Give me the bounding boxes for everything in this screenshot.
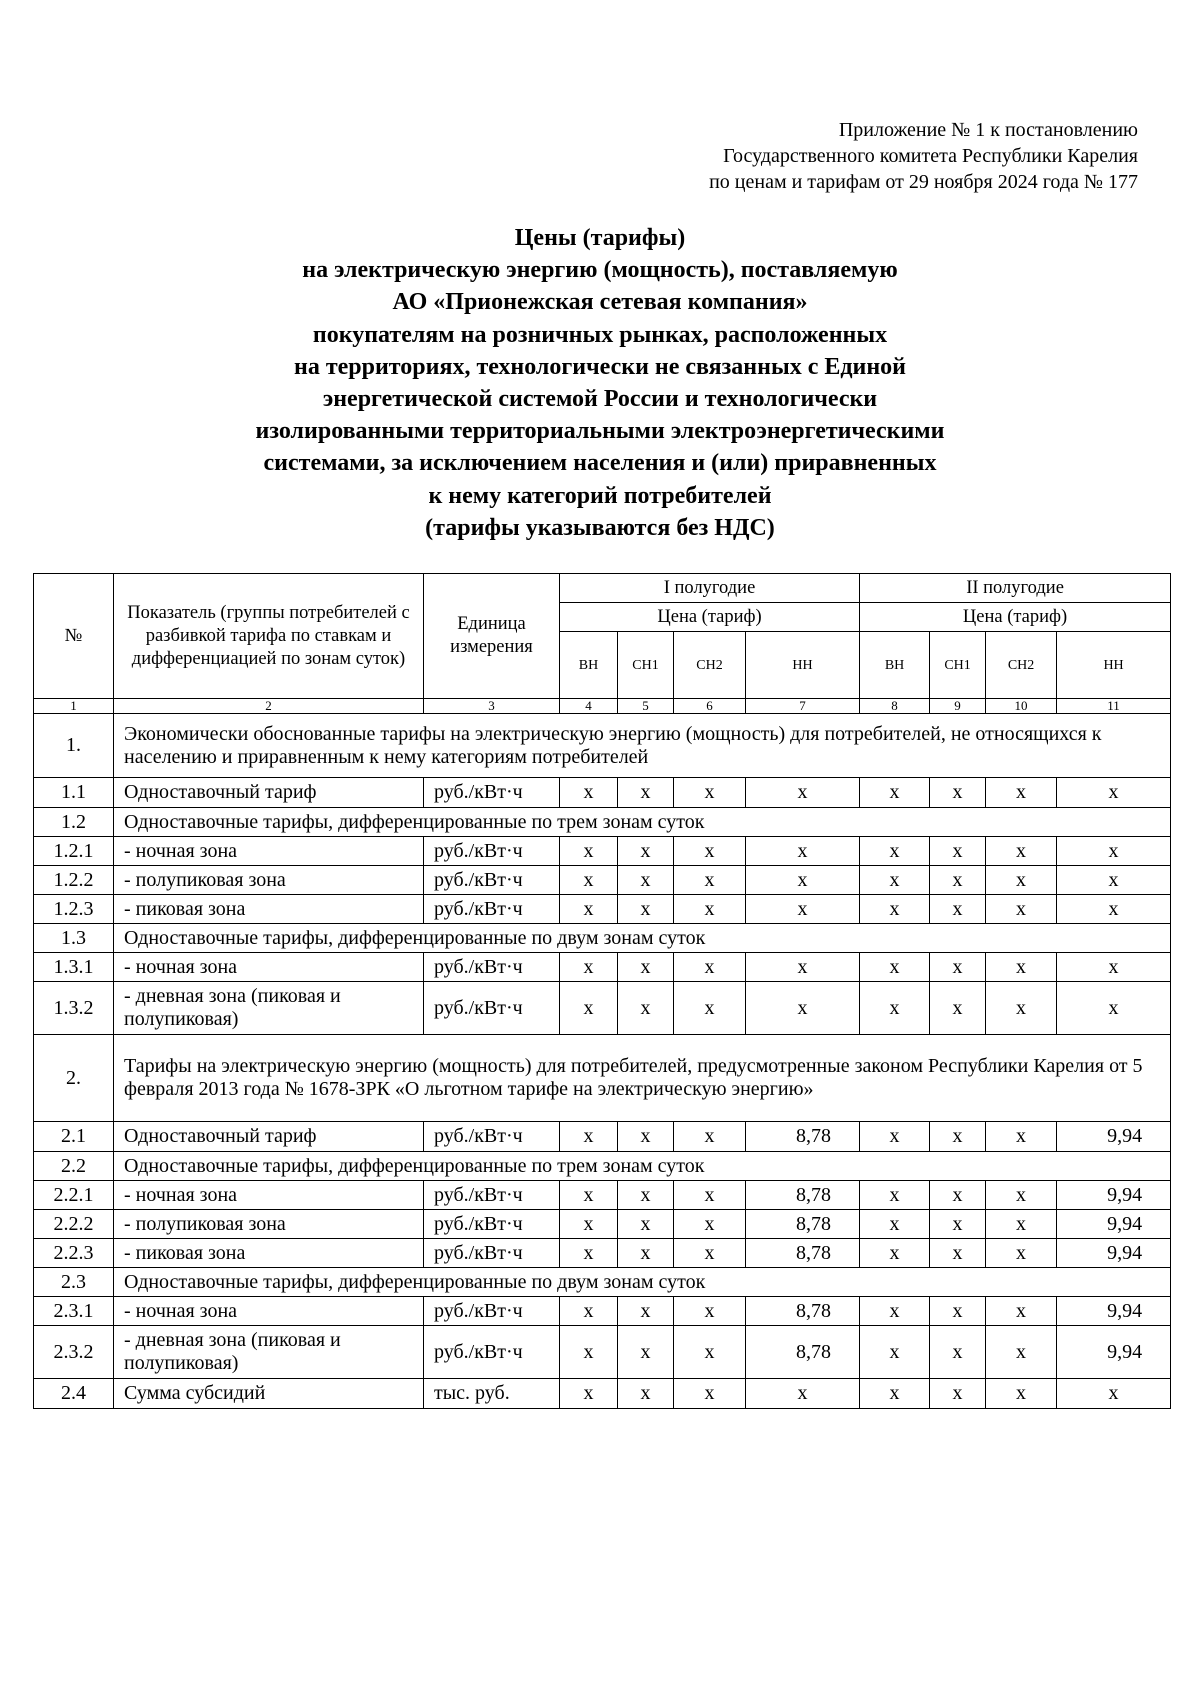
price-cell: х (1057, 778, 1171, 808)
price-cell: х (930, 1297, 986, 1326)
price-cell: х (674, 982, 746, 1035)
column-number: 2 (114, 699, 424, 714)
price-cell: х (986, 1181, 1057, 1210)
price-cell: х (860, 837, 930, 866)
subgroup-title: Одноставочные тарифы, дифференцированные по трем зонам суток (114, 808, 1171, 837)
price-cell: 9,94 (1057, 1122, 1171, 1152)
price-cell: х (860, 1239, 930, 1268)
price-cell: х (1057, 837, 1171, 866)
indicator-name: - дневная зона (пиковая и полупиковая) (114, 982, 424, 1035)
price-cell: х (860, 982, 930, 1035)
price-cell: х (986, 866, 1057, 895)
price-cell: х (930, 982, 986, 1035)
column-number: 3 (424, 699, 560, 714)
header-level: СН1 (930, 632, 986, 699)
price-cell: х (674, 1326, 746, 1379)
price-cell: х (618, 953, 674, 982)
price-cell: х (860, 1210, 930, 1239)
price-cell: х (560, 1239, 618, 1268)
column-number-row (34, 699, 1171, 714)
price-cell: х (674, 1181, 746, 1210)
row-number: 2.3 (34, 1268, 114, 1297)
subgroup-row (34, 924, 1171, 953)
indicator-name: - ночная зона (114, 1297, 424, 1326)
price-cell: х (618, 778, 674, 808)
price-cell: х (674, 866, 746, 895)
price-cell: х (986, 1326, 1057, 1379)
price-cell: х (860, 1326, 930, 1379)
price-cell: 8,78 (746, 1239, 860, 1268)
price-cell: х (674, 953, 746, 982)
price-cell: х (986, 837, 1057, 866)
price-cell: х (930, 953, 986, 982)
indicator-name: - пиковая зона (114, 1239, 424, 1268)
price-cell: х (560, 982, 618, 1035)
price-cell: х (674, 778, 746, 808)
price-cell: х (986, 1297, 1057, 1326)
indicator-name: - полупиковая зона (114, 866, 424, 895)
subgroup-title: Одноставочные тарифы, дифференцированные по двум зонам суток (114, 924, 1171, 953)
price-cell: х (860, 1297, 930, 1326)
table-row (34, 982, 1171, 1035)
price-cell: х (986, 1239, 1057, 1268)
subgroup-title: Одноставочные тарифы, дифференцированные по двум зонам суток (114, 1268, 1171, 1297)
price-cell: х (618, 895, 674, 924)
header-level: НН (1057, 632, 1171, 699)
unit-cell: руб./кВт·ч (424, 953, 560, 982)
row-number: 2.1 (34, 1122, 114, 1152)
unit-cell: тыс. руб. (424, 1379, 560, 1409)
indicator-name: Одноставочный тариф (114, 778, 424, 808)
table-row (34, 1297, 1171, 1326)
header-indicator: Показатель (группы потребителей с разбивкой тарифа по ставкам и дифференциацией по зонам суток) (114, 574, 424, 699)
row-number: 1.2.2 (34, 866, 114, 895)
price-cell: х (674, 1210, 746, 1239)
row-number: 2.3.1 (34, 1297, 114, 1326)
table-row (34, 1239, 1171, 1268)
price-cell: х (860, 1181, 930, 1210)
header-level: СН2 (986, 632, 1057, 699)
column-number: 8 (860, 699, 930, 714)
price-cell: х (930, 1379, 986, 1409)
section-number: 2. (34, 1035, 114, 1122)
price-cell: х (860, 1379, 930, 1409)
table-row (34, 778, 1171, 808)
title-line: системами, за исключением населения и (или) приравненных (263, 450, 937, 477)
header-price-2: Цена (тариф) (860, 603, 1171, 632)
price-cell: х (560, 1181, 618, 1210)
price-cell: х (986, 1210, 1057, 1239)
title-line: Цены (тарифы) (514, 225, 686, 251)
section-row (34, 714, 1171, 778)
price-cell: 8,78 (746, 1122, 860, 1152)
price-cell: х (618, 837, 674, 866)
row-number: 1.2.1 (34, 837, 114, 866)
price-cell: х (618, 1379, 674, 1409)
header-level: НН (746, 632, 860, 699)
price-cell: х (746, 982, 860, 1035)
header-level: ВН (560, 632, 618, 699)
header-level: СН1 (618, 632, 674, 699)
row-number: 1.2 (34, 808, 114, 837)
unit-cell: руб./кВт·ч (424, 837, 560, 866)
price-cell: х (930, 1122, 986, 1152)
column-number: 10 (986, 699, 1057, 714)
column-number: 6 (674, 699, 746, 714)
table-row (34, 1379, 1171, 1409)
price-cell: х (1057, 982, 1171, 1035)
price-cell: х (674, 1297, 746, 1326)
subgroup-row (34, 1152, 1171, 1181)
price-cell: х (618, 982, 674, 1035)
indicator-name: - ночная зона (114, 953, 424, 982)
price-cell: х (986, 1379, 1057, 1409)
unit-cell: руб./кВт·ч (424, 1122, 560, 1152)
row-number: 1.3.1 (34, 953, 114, 982)
appendix-line: Приложение № 1 к постановлению (838, 119, 1138, 141)
column-number: 4 (560, 699, 618, 714)
price-cell: х (1057, 953, 1171, 982)
column-number: 7 (746, 699, 860, 714)
unit-cell: руб./кВт·ч (424, 866, 560, 895)
price-cell: х (618, 1326, 674, 1379)
price-cell: х (930, 866, 986, 895)
title-line: покупателям на розничных рынках, расположенных (312, 321, 888, 348)
header-num: № (34, 574, 114, 699)
price-cell: х (560, 1210, 618, 1239)
title-line: (тарифы указываются без НДС) (425, 514, 775, 541)
unit-cell: руб./кВт·ч (424, 895, 560, 924)
row-number: 1.2.3 (34, 895, 114, 924)
section-title: Тарифы на электрическую энергию (мощность) для потребителей, предусмотренные законом Республики Карелия от 5 февраля 2013 года № 1678-ЗРК «О льготном тарифе на электрическую энергию» (114, 1035, 1171, 1122)
indicator-name: - ночная зона (114, 1181, 424, 1210)
price-cell: х (560, 1379, 618, 1409)
price-cell: х (1057, 1379, 1171, 1409)
price-cell: х (746, 866, 860, 895)
price-cell: х (860, 778, 930, 808)
price-cell: х (860, 895, 930, 924)
indicator-name: Одноставочный тариф (114, 1122, 424, 1152)
table-row (34, 866, 1171, 895)
appendix-reference (709, 117, 1138, 195)
price-cell: х (674, 895, 746, 924)
table-row (34, 895, 1171, 924)
tariff-table-body (34, 574, 1171, 1409)
price-cell: х (930, 778, 986, 808)
price-cell: х (560, 1297, 618, 1326)
price-cell: 8,78 (746, 1326, 860, 1379)
unit-cell: руб./кВт·ч (424, 1210, 560, 1239)
row-number: 1.3.2 (34, 982, 114, 1035)
row-number: 2.2.3 (34, 1239, 114, 1268)
price-cell: х (618, 1297, 674, 1326)
price-cell: х (986, 953, 1057, 982)
row-number: 2.2 (34, 1152, 114, 1181)
header-price-1: Цена (тариф) (560, 603, 860, 632)
title-line: к нему категорий потребителей (428, 482, 772, 509)
unit-cell: руб./кВт·ч (424, 982, 560, 1035)
price-cell: х (986, 778, 1057, 808)
table-row (34, 837, 1171, 866)
price-cell: х (746, 1379, 860, 1409)
subgroup-row (34, 808, 1171, 837)
price-cell: 9,94 (1057, 1210, 1171, 1239)
row-number: 1.3 (34, 924, 114, 953)
row-number: 2.3.2 (34, 1326, 114, 1379)
unit-cell: руб./кВт·ч (424, 1297, 560, 1326)
row-number: 2.4 (34, 1379, 114, 1409)
indicator-name: - дневная зона (пиковая и полупиковая) (114, 1326, 424, 1379)
price-cell: х (674, 1239, 746, 1268)
title-line: изолированными территориальными электроэнергетическими (255, 418, 945, 445)
price-cell: х (986, 982, 1057, 1035)
indicator-name: - ночная зона (114, 837, 424, 866)
price-cell: х (560, 778, 618, 808)
table-row (34, 953, 1171, 982)
table-row (34, 1210, 1171, 1239)
title-line: на электрическую энергию (мощность), поставляемую (302, 257, 898, 284)
column-number: 1 (34, 699, 114, 714)
column-number: 9 (930, 699, 986, 714)
table-row (34, 1122, 1171, 1152)
price-cell: х (618, 866, 674, 895)
price-cell: х (618, 1239, 674, 1268)
header-row-1 (34, 574, 1171, 603)
unit-cell: руб./кВт·ч (424, 778, 560, 808)
price-cell: х (930, 1239, 986, 1268)
price-cell: х (1057, 866, 1171, 895)
price-cell: 8,78 (746, 1297, 860, 1326)
table-row (34, 1181, 1171, 1210)
indicator-name: - полупиковая зона (114, 1210, 424, 1239)
price-cell: х (986, 1122, 1057, 1152)
appendix-line: по ценам и тарифам от 29 ноября 2024 года № 177 (709, 171, 1138, 193)
unit-cell: руб./кВт·ч (424, 1326, 560, 1379)
header-half-2: II полугодие (860, 574, 1171, 603)
section-row (34, 1035, 1171, 1122)
price-cell: х (746, 837, 860, 866)
price-cell: х (986, 895, 1057, 924)
price-cell: х (560, 895, 618, 924)
row-number: 2.2.1 (34, 1181, 114, 1210)
header-level: ВН (860, 632, 930, 699)
price-cell: х (930, 1181, 986, 1210)
section-title: Экономически обоснованные тарифы на электрическую энергию (мощность) для потребителей, не относящихся к населению и приравненным к нему категориям потребителей (114, 714, 1171, 778)
header-level: СН2 (674, 632, 746, 699)
price-cell: х (746, 778, 860, 808)
column-number: 11 (1057, 699, 1171, 714)
row-number: 2.2.2 (34, 1210, 114, 1239)
price-cell: х (618, 1181, 674, 1210)
row-number: 1.1 (34, 778, 114, 808)
price-cell: 9,94 (1057, 1326, 1171, 1379)
indicator-name: Сумма субсидий (114, 1379, 424, 1409)
subgroup-title: Одноставочные тарифы, дифференцированные по трем зонам суток (114, 1152, 1171, 1181)
price-cell: х (560, 1326, 618, 1379)
price-cell: х (674, 837, 746, 866)
price-cell: 8,78 (746, 1181, 860, 1210)
price-cell: 9,94 (1057, 1181, 1171, 1210)
title-line: энергетической системой России и технологически (322, 386, 878, 413)
price-cell: х (860, 1122, 930, 1152)
tariff-table (33, 573, 1171, 1409)
price-cell: 9,94 (1057, 1239, 1171, 1268)
price-cell: х (930, 837, 986, 866)
price-cell: х (618, 1122, 674, 1152)
price-cell: х (560, 866, 618, 895)
column-number: 5 (618, 699, 674, 714)
title-line: АО «Прионежская сетевая компания» (392, 289, 808, 316)
price-cell: х (674, 1379, 746, 1409)
price-cell: 8,78 (746, 1210, 860, 1239)
unit-cell: руб./кВт·ч (424, 1181, 560, 1210)
price-cell: х (560, 1122, 618, 1152)
price-cell: х (618, 1210, 674, 1239)
price-cell: х (930, 895, 986, 924)
appendix-line: Государственного комитета Республики Карелия (723, 145, 1138, 167)
price-cell: х (860, 953, 930, 982)
price-cell: х (1057, 895, 1171, 924)
indicator-name: - пиковая зона (114, 895, 424, 924)
unit-cell: руб./кВт·ч (424, 1239, 560, 1268)
subgroup-row (34, 1268, 1171, 1297)
price-cell: х (560, 837, 618, 866)
title-line: на территориях, технологически не связанных с Единой (294, 353, 906, 380)
price-cell: х (746, 953, 860, 982)
price-cell: х (860, 866, 930, 895)
header-half-1: I полугодие (560, 574, 860, 603)
header-unit: Единица измерения (424, 574, 560, 699)
document-title (0, 222, 1200, 544)
price-cell: х (930, 1210, 986, 1239)
price-cell: х (746, 895, 860, 924)
price-cell: х (930, 1326, 986, 1379)
table-row (34, 1326, 1171, 1379)
section-number: 1. (34, 714, 114, 778)
price-cell: 9,94 (1057, 1297, 1171, 1326)
price-cell: х (674, 1122, 746, 1152)
price-cell: х (560, 953, 618, 982)
